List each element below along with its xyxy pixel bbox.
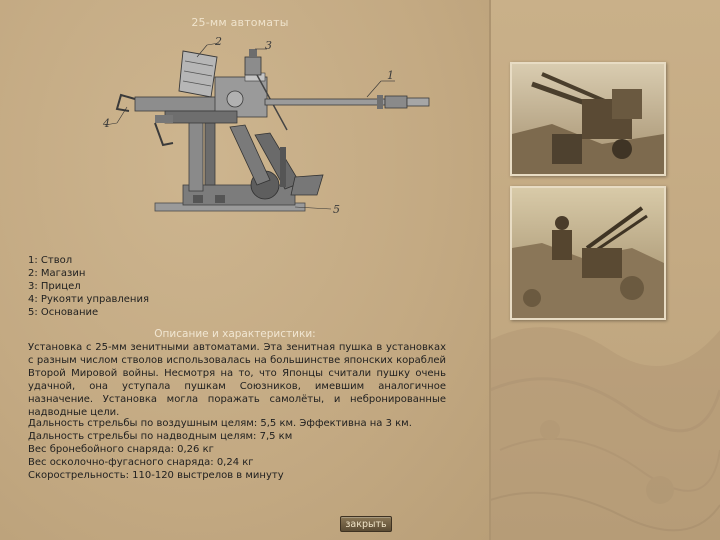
gun-diagram xyxy=(95,35,440,220)
parts-legend xyxy=(28,254,149,319)
legend-item: 5: Основание xyxy=(28,307,99,318)
photo-gun-crew xyxy=(510,186,666,320)
callout-5: 5 xyxy=(333,203,340,216)
callout-4: 4 xyxy=(103,117,110,130)
spec-item: Вес бронебойного снаряда: 0,26 кг xyxy=(28,444,214,455)
photo-gun-closeup xyxy=(510,62,666,176)
terrain-texture xyxy=(490,300,720,540)
gun-barrel xyxy=(265,95,429,109)
spec-item: Вес осколочно-фугасного снаряда: 0,24 кг xyxy=(28,457,254,468)
legend-item: 2: Магазин xyxy=(28,268,86,279)
specs-list xyxy=(28,417,412,482)
callout-3: 3 xyxy=(265,39,272,52)
spec-item: Дальность стрельбы по надводным целям: 7,5 км xyxy=(28,431,293,442)
gun-magazine xyxy=(179,51,217,97)
legend-item: 4: Рукояти управления xyxy=(28,294,149,305)
spec-item: Скорострельность: 110-120 выстрелов в минуту xyxy=(28,470,284,481)
description-text: Установка с 25-мм зенитными автоматами. Эта зенитная пушка в установках с разным числом стволов использовалась на большинстве японских кораблей Второй Мировой войны. Несмотря на то, что Японцы считали пушку очень удачной, она уступала пушкам Союзников, имевшим аналогичное назначение. Установка могла поражать самолёты, и небронированные надводные цели. xyxy=(28,342,446,418)
spec-item: Дальность стрельбы по воздушным целям: 5,5 км. Эффективна на 3 км. xyxy=(28,418,412,429)
page-title: 25-мм автоматы xyxy=(191,16,289,29)
callout-1: 1 xyxy=(387,69,394,82)
section-title: Описание и характеристики: xyxy=(154,328,316,340)
callout-2: 2 xyxy=(215,35,222,48)
legend-item: 1: Ствол xyxy=(28,255,73,266)
close-button[interactable]: закрыть xyxy=(340,516,392,532)
legend-item: 3: Прицел xyxy=(28,281,81,292)
panel-divider xyxy=(489,0,491,540)
